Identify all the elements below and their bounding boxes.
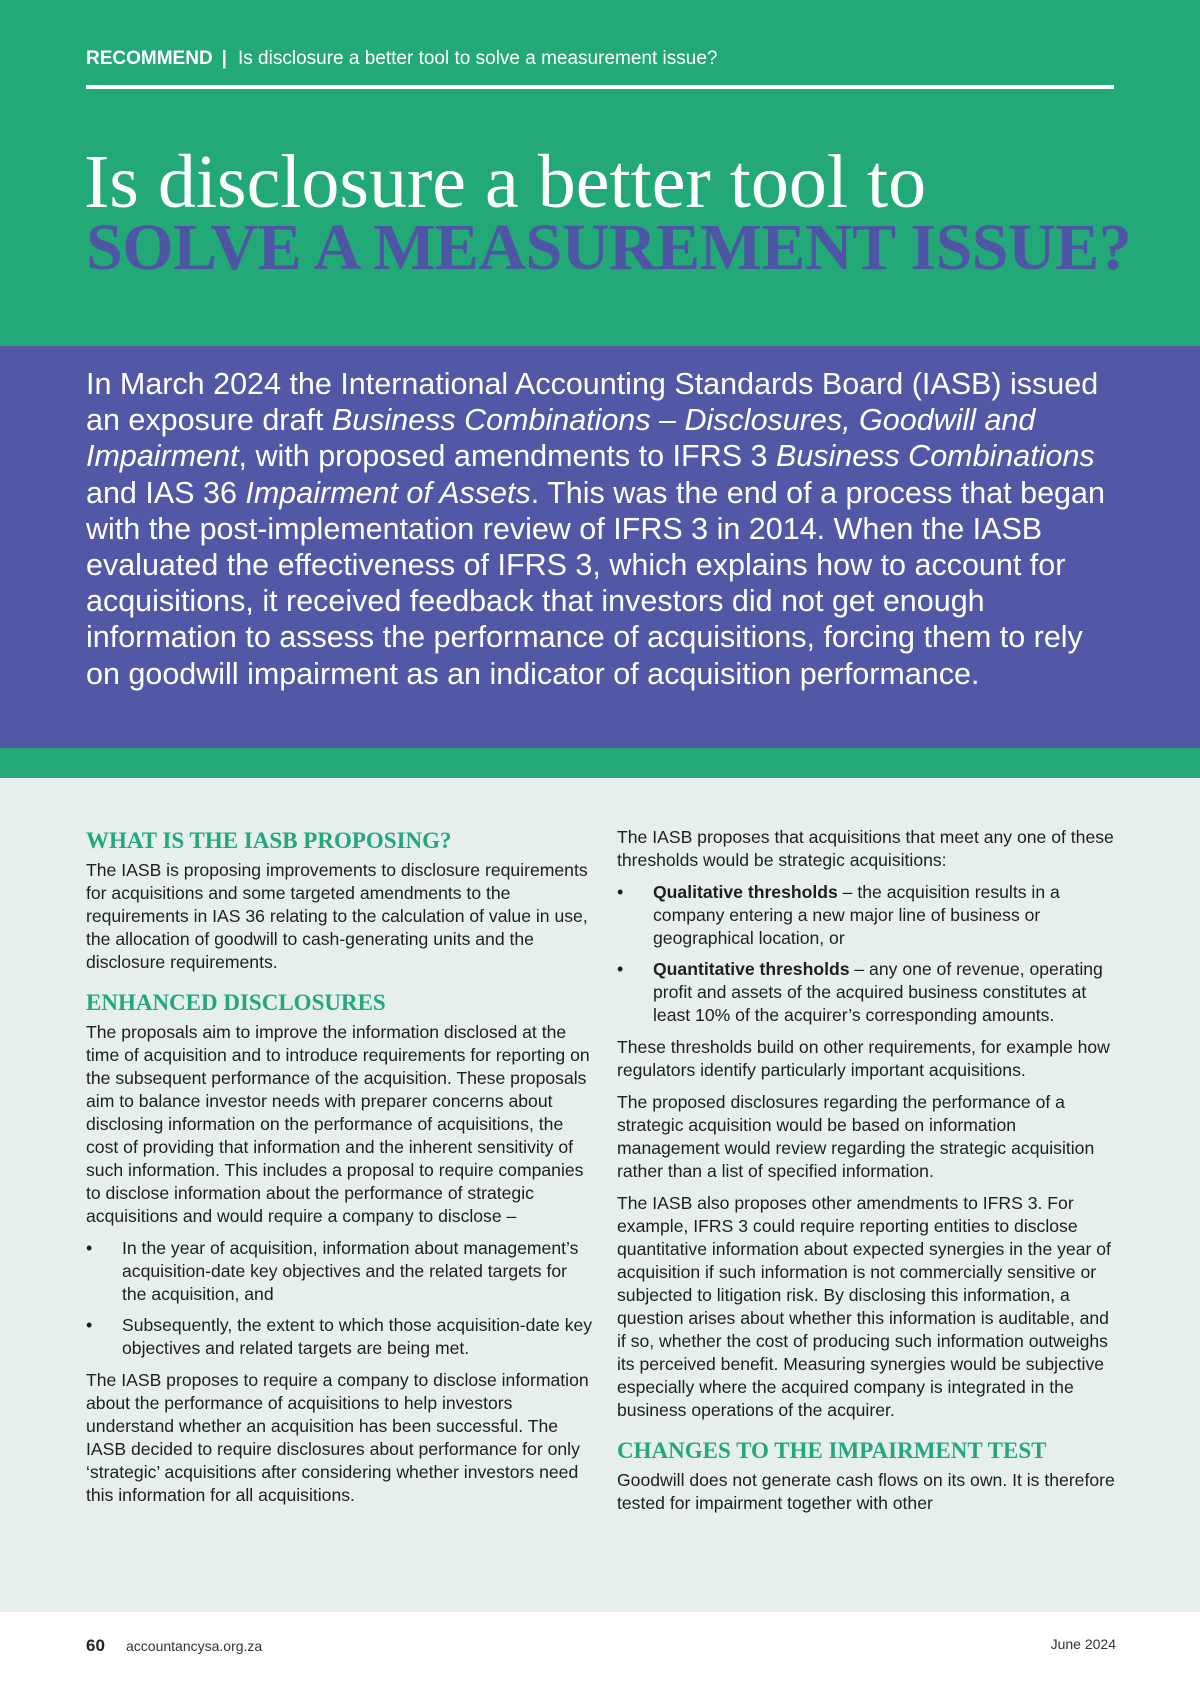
list-item-term: Quantitative thresholds (653, 959, 850, 979)
list-item-text: – the acquisition results in a company entering a new major line of business or geographical location, or (653, 882, 1060, 948)
bullet-icon: • (86, 1238, 93, 1258)
threshold-list (617, 881, 1117, 1027)
bullet-icon: • (617, 959, 624, 979)
running-title: Is disclosure a better tool to solve a measurement issue? (238, 48, 718, 69)
paragraph: The IASB proposes that acquisitions that meet any one of these thresholds would be strategic acquisitions: (617, 827, 1114, 870)
intro-text-4: . This was the end of a process that began with the post-implementation review of IFRS 3 in 2014. When the IASB evaluated the effectiveness of IFRS 3, which explains how to account for acquisitions, it received feedback that investors did not get enough information to assess the performance of acquisitions, forcing them to rely on goodwill impairment as an indicator of acquisition performance. (86, 475, 1105, 691)
right-column (617, 826, 1117, 1524)
intro-text-1: In March 2024 the International Accounting Standards Board (IASB) issued an exposure draft (86, 367, 1099, 438)
header-separator: | (221, 48, 227, 69)
list-item (86, 1237, 596, 1306)
divider-stripe (0, 748, 1200, 778)
paragraph: The proposed disclosures regarding the performance of a strategic acquisition would be based on information management would review regarding the strategic acquisition rather than a list of specified information. (617, 1092, 1095, 1181)
intro-italic-2: Business Combinations (775, 439, 1095, 474)
section-label: RECOMMEND (86, 48, 213, 69)
paragraph: The IASB proposes to require a company to disclose information about the performance of acquisitions to help investors understand whether an acquisition has been successful. The IASB decided to require disclosures about performance for only ‘strategic’ acquisitions after considering whether investors need this information for all acquisitions. (86, 1370, 589, 1505)
list-item (617, 958, 1117, 1027)
header-rule (86, 85, 1114, 89)
disclosure-list (86, 1237, 596, 1360)
intro-italic-3: Impairment of Assets (245, 475, 531, 510)
page-number: 60 (86, 1636, 105, 1655)
article-title-line2: SOLVE A MEASUREMENT ISSUE? (86, 211, 1132, 284)
footer-website: accountancysa.org.za (126, 1638, 263, 1654)
paragraph: These thresholds build on other requirements, for example how regulators identify particularly important acquisitions. (617, 1037, 1110, 1080)
footer-date: June 2024 (1050, 1636, 1116, 1652)
list-item (617, 881, 1117, 950)
paragraph: Goodwill does not generate cash flows on its own. It is therefore tested for impairment together with other (617, 1470, 1115, 1513)
paragraph: The IASB also proposes other amendments to IFRS 3. For example, IFRS 3 could require reporting entities to disclose quantitative information about expected synergies in the year of acquisition if such information is not commercially sensitive or subjected to litigation risk. By disclosing this information, a question arises about whether this information is auditable, and if so, whether the cost of producing such information outweighs its perceived benefit. Measuring synergies would be subjective especially where the acquired company is integrated in the business operations of the acquirer. (617, 1193, 1111, 1420)
intro-text-2: , with proposed amendments to IFRS 3 (238, 439, 776, 474)
article-title-line1: Is disclosure a better tool to (84, 140, 927, 224)
bullet-icon: • (617, 882, 624, 902)
list-item (86, 1314, 596, 1360)
heading-impairment-test: CHANGES TO THE IMPAIRMENT TEST (617, 1438, 1047, 1463)
list-item-text: Subsequently, the extent to which those acquisition-date key objectives and related targets are being met. (122, 1315, 593, 1358)
list-item-term: Qualitative thresholds (653, 882, 838, 902)
list-item-text: – any one of revenue, operating profit and assets of the acquired business constitutes at least 10% of the acquirer’s corresponding amounts. (653, 959, 1103, 1025)
paragraph: The IASB is proposing improvements to disclosure requirements for acquisitions and some targeted amendments to the requirements in IAS 36 relating to the calculation of value in use, the allocation of goodwill to cash-generating units and the disclosure requirements. (86, 860, 588, 972)
heading-enhanced-disclosures: ENHANCED DISCLOSURES (86, 990, 386, 1015)
list-item-text: In the year of acquisition, information about management’s acquisition-date key objectives and the related targets for the acquisition, and (122, 1238, 579, 1304)
left-column (86, 826, 596, 1516)
heading-iasb-proposing: WHAT IS THE IASB PROPOSING? (86, 828, 452, 853)
running-header (86, 46, 1116, 72)
intro-text-3: and IAS 36 (86, 475, 246, 510)
paragraph: The proposals aim to improve the information disclosed at the time of acquisition and to introduce requirements for reporting on the subsequent performance of the acquisition. These proposals aim to balance investor needs with preparer concerns about disclosing information on the performance of acquisitions, the cost of providing that information and the inherent sensitivity of such information. This includes a proposal to require companies to disclose information about the performance of strategic acquisitions and would require a company to disclose – (86, 1022, 590, 1226)
bullet-icon: • (86, 1315, 93, 1335)
intro-italic-1: Business Combinations – Disclosures, Goodwill and Impairment (86, 403, 1036, 474)
intro-paragraph (86, 366, 1116, 692)
